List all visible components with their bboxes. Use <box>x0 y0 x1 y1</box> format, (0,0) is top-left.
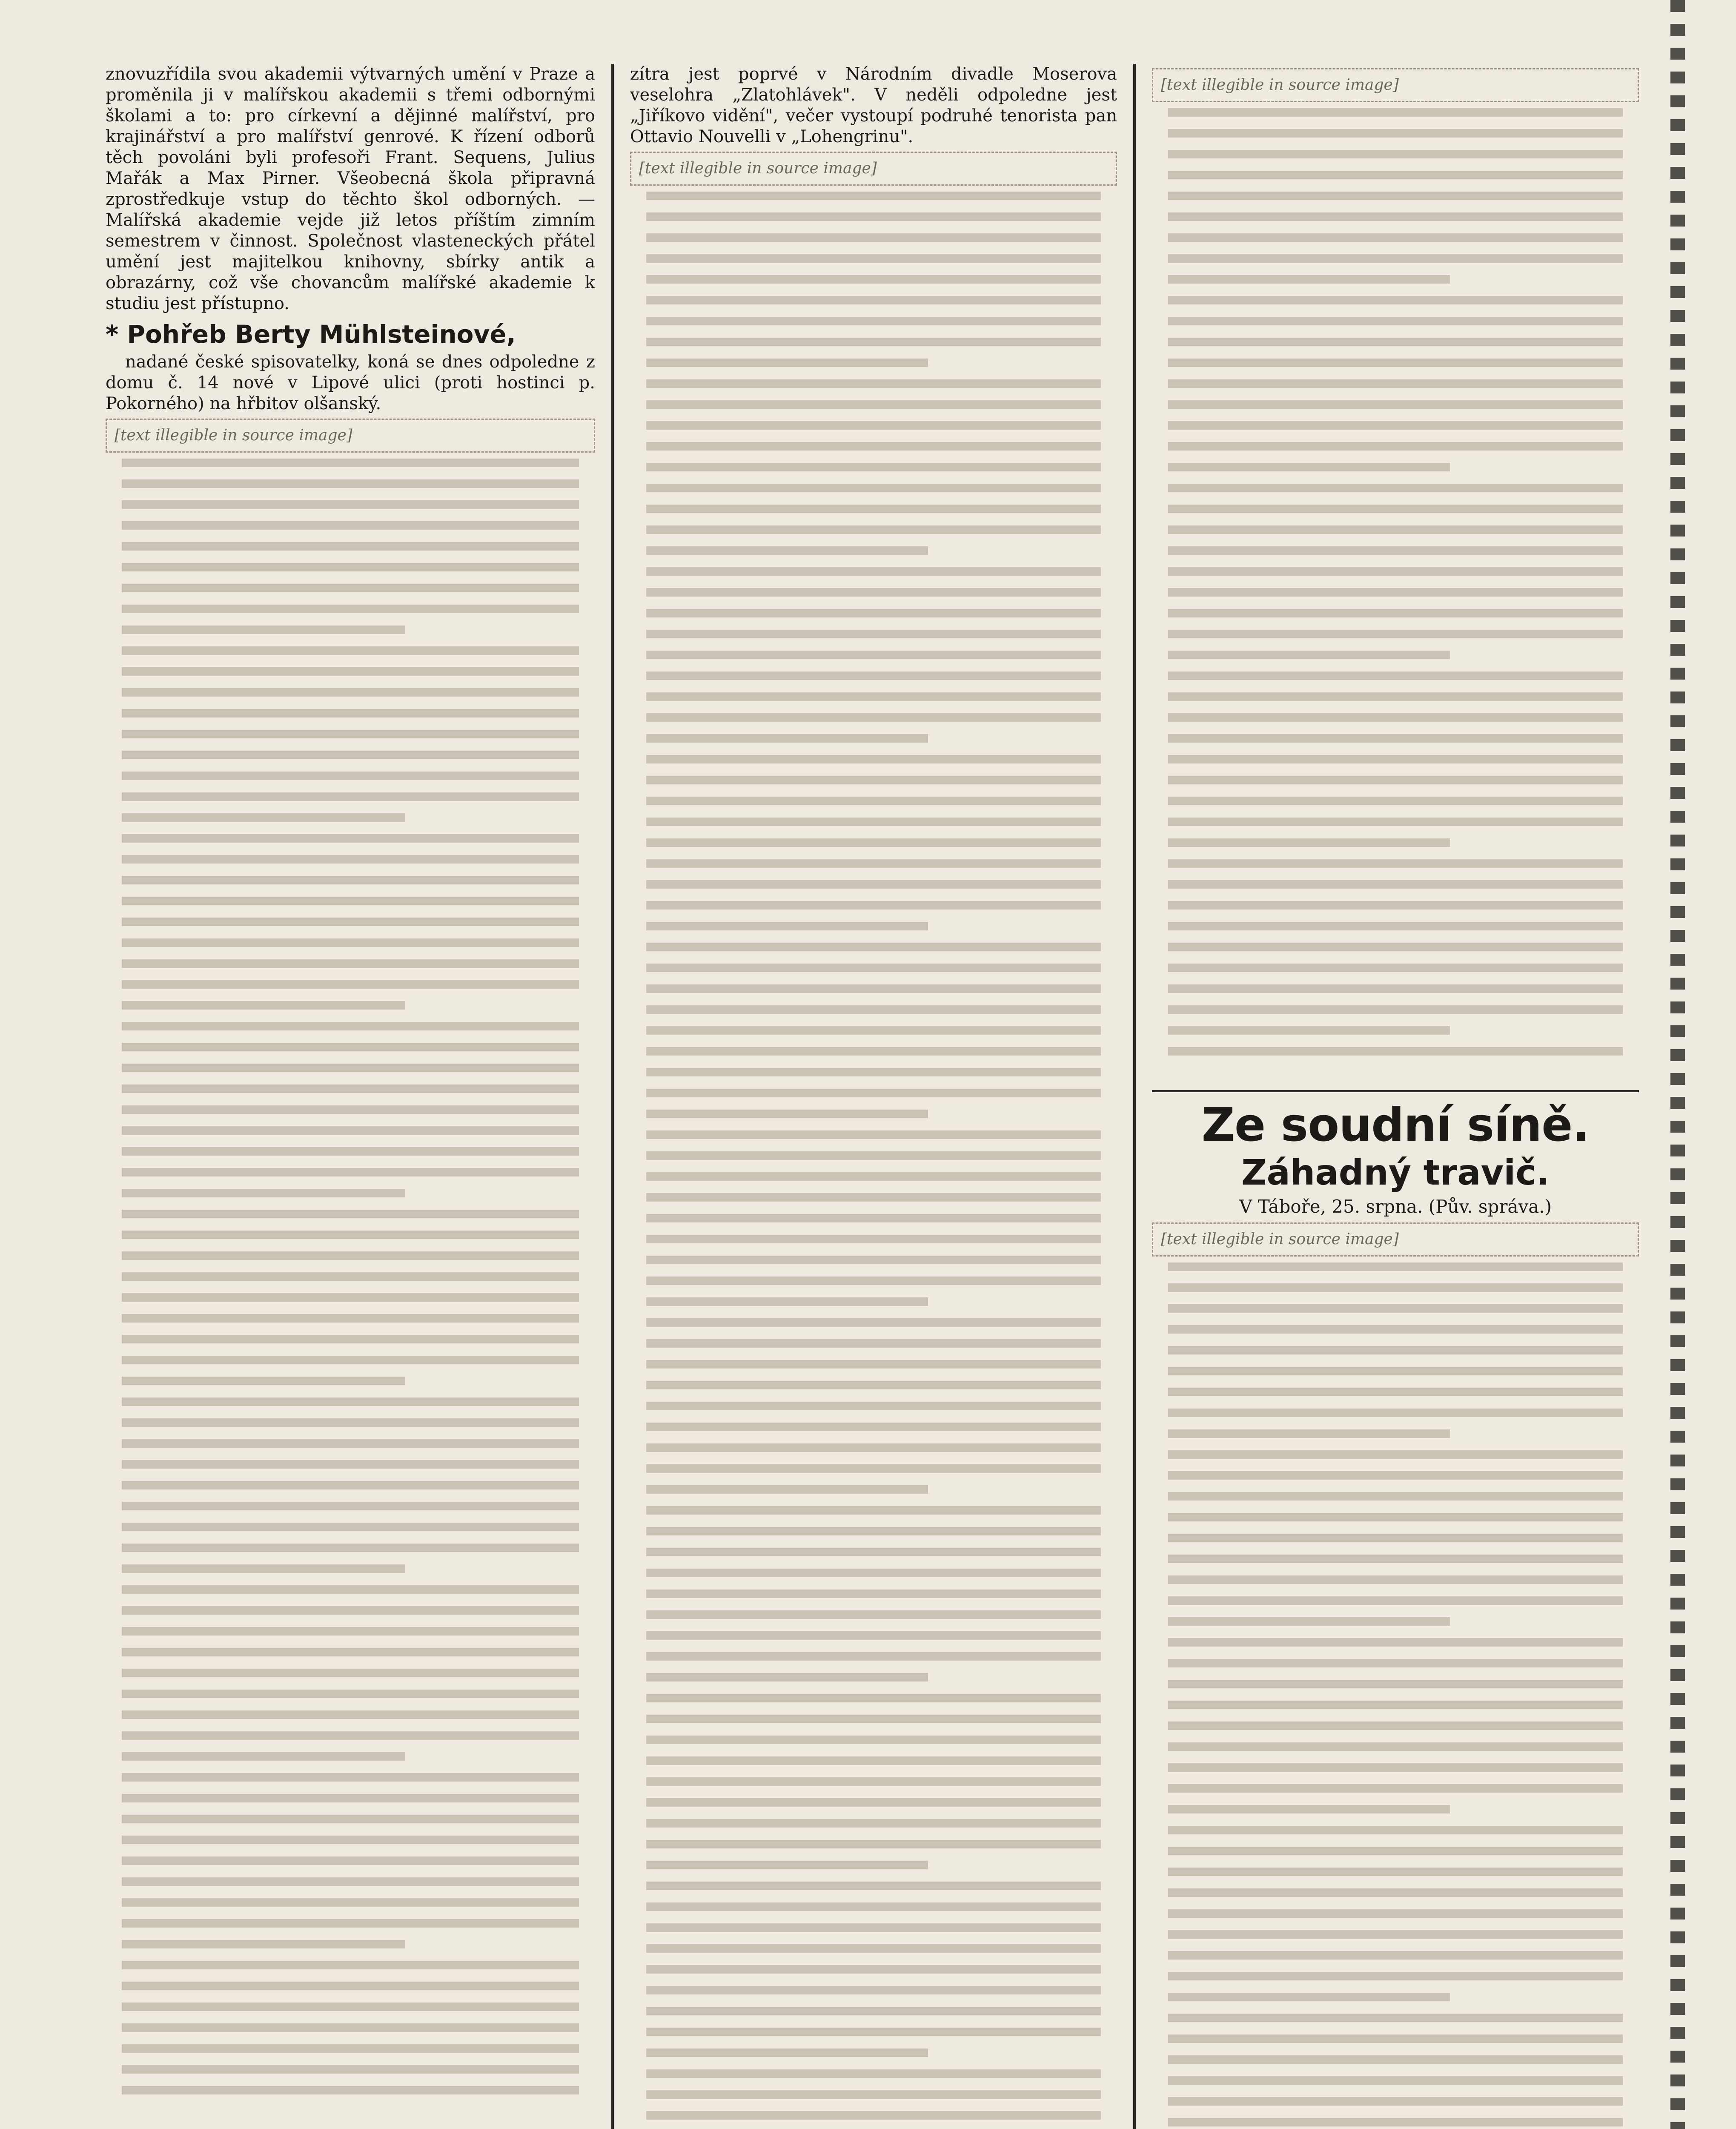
placeholder-text-line <box>1168 1450 1623 1459</box>
placeholder-text-line <box>1168 567 1623 576</box>
placeholder-text-line <box>1168 1026 1450 1035</box>
placeholder-text-line <box>122 1606 579 1615</box>
placeholder-text-line <box>122 1961 579 1969</box>
placeholder-text-line <box>646 880 1101 889</box>
placeholder-text-line <box>646 922 928 930</box>
placeholder-text-line <box>122 1564 405 1573</box>
placeholder-text-line <box>1168 171 1623 179</box>
placeholder-text-line <box>122 1627 579 1635</box>
placeholder-text-line <box>1168 2118 1623 2126</box>
placeholder-text-line <box>1168 400 1623 409</box>
unreadable-lines <box>1168 1262 1623 2129</box>
placeholder-text-line <box>646 1736 1101 1744</box>
placeholder-text-line <box>1168 692 1623 701</box>
placeholder-text-line <box>646 1527 1101 1535</box>
placeholder-text-line <box>646 943 1101 951</box>
placeholder-text-line <box>122 959 579 968</box>
placeholder-text-line <box>1168 1701 1623 1709</box>
placeholder-text-line <box>1168 1047 1623 1056</box>
column-3 <box>1133 64 1655 2129</box>
placeholder-text-line <box>122 2003 579 2011</box>
placeholder-text-line <box>1168 734 1623 743</box>
placeholder-text-line <box>122 1690 579 1698</box>
placeholder-text-line <box>122 521 579 530</box>
placeholder-text-line <box>646 1381 1101 1389</box>
placeholder-text-line <box>646 1193 1101 1202</box>
placeholder-text-line <box>1168 1262 1623 1271</box>
column-1 <box>89 64 611 2129</box>
placeholder-text-line <box>646 296 1101 304</box>
placeholder-text-line <box>646 1256 1101 1264</box>
placeholder-text-line <box>1168 1909 1623 1918</box>
placeholder-text-line <box>1168 755 1623 763</box>
text-lines-block <box>106 459 595 2119</box>
placeholder-text-line <box>1168 713 1623 722</box>
placeholder-text-line <box>1168 1367 1623 1375</box>
placeholder-text-line <box>122 1710 579 1719</box>
placeholder-text-line <box>1168 651 1450 659</box>
placeholder-text-line <box>1168 379 1623 388</box>
placeholder-text-line <box>646 1652 1101 1661</box>
placeholder-text-line <box>1168 463 1450 471</box>
placeholder-text-line <box>646 1631 1101 1640</box>
placeholder-text-line <box>122 730 579 738</box>
placeholder-text-line <box>1168 984 1623 993</box>
placeholder-text-line <box>1168 1680 1623 1688</box>
placeholder-text-line <box>1168 254 1623 263</box>
placeholder-text-line <box>646 1172 1101 1181</box>
placeholder-text-line <box>1168 296 1623 304</box>
placeholder-text-line <box>122 709 579 717</box>
placeholder-text-line <box>646 1402 1101 1410</box>
placeholder-text-line <box>646 212 1101 221</box>
placeholder-text-line <box>122 1731 579 1740</box>
unreadable-lines <box>1168 108 1623 1079</box>
placeholder-text-line <box>122 1460 579 1469</box>
placeholder-text-line <box>646 964 1101 972</box>
placeholder-text-line <box>122 792 579 801</box>
placeholder-text-line <box>122 772 579 780</box>
placeholder-text-line <box>646 1005 1101 1014</box>
placeholder-text-line <box>646 1151 1101 1160</box>
placeholder-text-line <box>1168 901 1623 910</box>
placeholder-text-line <box>122 1272 579 1281</box>
placeholder-text-line <box>122 1418 579 1427</box>
placeholder-text-line <box>646 1590 1101 1598</box>
placeholder-text-line <box>122 1210 579 1218</box>
placeholder-text-line <box>646 1506 1101 1515</box>
placeholder-text-line <box>646 1423 1101 1431</box>
placeholder-text-line <box>646 2049 928 2057</box>
placeholder-text-line <box>122 1815 579 1823</box>
placeholder-text-line <box>646 1485 928 1494</box>
placeholder-text-line <box>1168 546 1623 555</box>
placeholder-text-line <box>646 1235 1101 1243</box>
placeholder-text-line <box>122 2044 579 2053</box>
placeholder-text-line <box>122 1147 579 1156</box>
placeholder-text-line <box>646 2111 1101 2120</box>
placeholder-text-line <box>646 755 1101 763</box>
placeholder-text-line <box>122 1752 405 1761</box>
placeholder-text-line <box>1168 129 1623 138</box>
placeholder-text-line <box>1168 2034 1623 2043</box>
placeholder-text-line <box>646 1756 1101 1765</box>
placeholder-text-line <box>122 1168 579 1176</box>
theatre-paragraph: zítra jest poprvé v Národním divadle Moserova veselohra „Zlatohlávek". V neděli odpoledne jest „Jiříkovo vidění", večer vystoupí podruhé tenorista pan Ottavio Nouvelli v „Lohengrinu". <box>630 64 1117 146</box>
placeholder-text-line <box>1168 2055 1623 2064</box>
placeholder-text-line <box>1168 505 1623 513</box>
placeholder-text-line <box>122 1523 579 1531</box>
placeholder-text-line <box>1168 818 1623 826</box>
placeholder-text-line <box>646 1068 1101 1076</box>
placeholder-text-line <box>122 1794 579 1802</box>
section-divider <box>1152 1090 1639 1092</box>
placeholder-text-line <box>122 1669 579 1677</box>
placeholder-text-line <box>1168 338 1623 346</box>
placeholder-text-line <box>122 938 579 947</box>
placeholder-text-line <box>1168 1784 1623 1793</box>
article-dateline: V Táboře, 25. srpna. (Pův. správa.) <box>1239 1196 1552 1217</box>
placeholder-text-line <box>646 379 1101 388</box>
section-title: Ze soudní síně. <box>1201 1099 1590 1152</box>
placeholder-text-line <box>646 2028 1101 2036</box>
placeholder-text-line <box>1168 880 1623 889</box>
placeholder-text-line <box>646 1986 1101 1994</box>
placeholder-text-line <box>646 1923 1101 1932</box>
placeholder-text-line <box>122 1022 579 1030</box>
placeholder-text-line <box>122 605 579 613</box>
placeholder-text-line <box>1168 1325 1623 1334</box>
placeholder-text-line <box>122 500 579 509</box>
placeholder-text-line <box>1168 1763 1623 1772</box>
placeholder-text-line <box>1168 1005 1623 1014</box>
placeholder-text-line <box>646 1944 1101 1953</box>
placeholder-text-line <box>122 1773 579 1782</box>
placeholder-text-line <box>646 1819 1101 1828</box>
placeholder-text-line <box>1168 797 1623 805</box>
placeholder-text-line <box>646 1610 1101 1619</box>
placeholder-text-line <box>646 192 1101 200</box>
placeholder-text-line <box>1168 1888 1623 1897</box>
text-lines-block <box>630 192 1117 2129</box>
placeholder-text-line <box>1168 2014 1623 2022</box>
placeholder-text-line <box>1168 776 1623 784</box>
placeholder-text-line <box>646 1464 1101 1473</box>
placeholder-text-line <box>646 818 1101 826</box>
placeholder-text-line <box>646 1089 1101 1097</box>
placeholder-text-line <box>122 688 579 697</box>
placeholder-text-line <box>1168 859 1623 868</box>
placeholder-text-line <box>646 233 1101 242</box>
placeholder-text-line <box>122 2065 579 2074</box>
placeholder-text-line <box>646 1360 1101 1369</box>
placeholder-text-line <box>646 442 1101 450</box>
placeholder-text-line <box>122 1335 579 1343</box>
placeholder-text-line <box>1168 1805 1450 1813</box>
placeholder-text-line <box>122 1481 579 1489</box>
placeholder-text-line <box>646 1277 1101 1285</box>
placeholder-text-line <box>1168 1993 1450 2001</box>
placeholder-text-line <box>646 1047 1101 1056</box>
placeholder-text-line <box>646 901 1101 910</box>
placeholder-text-line <box>646 317 1101 325</box>
illegible-notice: [text illegible in source image] <box>1152 1222 1639 1257</box>
placeholder-text-line <box>646 1339 1101 1348</box>
placeholder-text-line <box>646 1443 1101 1452</box>
placeholder-text-line <box>122 1043 579 1051</box>
placeholder-text-line <box>646 1214 1101 1222</box>
placeholder-text-line <box>122 1377 405 1385</box>
placeholder-text-line <box>122 855 579 864</box>
placeholder-text-line <box>646 275 1101 284</box>
placeholder-text-line <box>122 1836 579 1844</box>
placeholder-text-line <box>122 834 579 843</box>
unreadable-lines <box>122 459 579 2119</box>
placeholder-text-line <box>1168 1429 1450 1438</box>
placeholder-text-line <box>1168 108 1623 117</box>
placeholder-text-line <box>1168 1555 1623 1563</box>
placeholder-text-line <box>646 1694 1101 1702</box>
placeholder-text-line <box>122 1314 579 1323</box>
placeholder-text-line <box>646 1882 1101 1890</box>
placeholder-text-line <box>646 776 1101 784</box>
placeholder-text-line <box>122 2086 579 2095</box>
placeholder-text-line <box>646 1840 1101 1848</box>
placeholder-text-line <box>646 338 1101 346</box>
illegible-notice: [text illegible in source image] <box>1152 68 1639 102</box>
placeholder-text-line <box>646 1026 1101 1035</box>
academy-paragraph: znovuzřídila svou akademii výtvarných umění v Praze a proměnila ji v malířskou akademii s třemi odbornými školami a to: pro církevní a dějinné malířství, pro krajinářství a pro malířství genrové. K řízení odborů těch povoláni byli profesoři Frant. Sequens, Julius Mařák a Max Pirner. Všeobecná škola připravná zprostředkuje vstup do těchto škol odborných. — Malířská akademie vejde již letos příštím zimním semestrem v činnost. Společnost vlasteneckých přátel umění jest majitelkou knihovny, sbírky antik a obrazárny, což vše chovancům malířské akademie k studiu jest přístupno. <box>106 64 595 313</box>
placeholder-text-line <box>122 459 579 467</box>
placeholder-text-line <box>646 400 1101 409</box>
placeholder-text-line <box>1168 1617 1450 1626</box>
placeholder-text-line <box>1168 317 1623 325</box>
placeholder-text-line <box>646 1673 928 1681</box>
placeholder-text-line <box>646 692 1101 701</box>
placeholder-text-line <box>1168 1722 1623 1730</box>
placeholder-text-line <box>646 1130 1101 1139</box>
placeholder-text-line <box>1168 922 1623 930</box>
placeholder-text-line <box>646 1548 1101 1556</box>
placeholder-text-line <box>646 734 928 743</box>
placeholder-text-line <box>646 1777 1101 1786</box>
funeral-paragraph: nadané české spisovatelky, koná se dnes odpoledne z domu č. 14 nové v Lipové ulici (proti hostinci p. Pokorného) na hřbitov olšanský. <box>106 352 595 413</box>
placeholder-text-line <box>1168 1304 1623 1313</box>
placeholder-text-line <box>646 713 1101 722</box>
placeholder-text-line <box>1168 1742 1623 1751</box>
placeholder-text-line <box>646 421 1101 430</box>
placeholder-text-line <box>1168 671 1623 680</box>
placeholder-text-line <box>646 838 1101 847</box>
illegible-notice: [text illegible in source image] <box>630 152 1117 186</box>
placeholder-text-line <box>1168 484 1623 492</box>
placeholder-text-line <box>1168 359 1623 367</box>
placeholder-text-line <box>1168 1534 1623 1542</box>
placeholder-text-line <box>646 1110 928 1118</box>
placeholder-text-line <box>646 797 1101 805</box>
placeholder-text-line <box>646 1861 928 1869</box>
placeholder-text-line <box>1168 943 1623 951</box>
placeholder-text-line <box>122 2023 579 2032</box>
placeholder-text-line <box>1168 1951 1623 1960</box>
placeholder-text-line <box>122 646 579 655</box>
text-lines-block <box>1152 108 1639 1079</box>
placeholder-text-line <box>122 1105 579 1114</box>
placeholder-text-line <box>122 980 579 989</box>
placeholder-text-line <box>1168 1471 1623 1480</box>
placeholder-text-line <box>1168 1346 1623 1354</box>
placeholder-text-line <box>646 1318 1101 1327</box>
placeholder-text-line <box>1168 1283 1623 1292</box>
placeholder-text-line <box>646 1902 1101 1911</box>
placeholder-text-line <box>1168 2097 1623 2106</box>
placeholder-text-line <box>122 813 405 822</box>
placeholder-text-line <box>646 505 1101 513</box>
placeholder-text-line <box>122 897 579 905</box>
placeholder-text-line <box>646 525 1101 534</box>
article-headline: Záhadný travič. <box>1241 1153 1550 1193</box>
placeholder-text-line <box>1168 1659 1623 1667</box>
placeholder-text-line <box>1168 1388 1623 1396</box>
placeholder-text-line <box>1168 442 1623 450</box>
placeholder-text-line <box>122 479 579 488</box>
placeholder-text-line <box>122 1982 579 1990</box>
placeholder-text-line <box>1168 1826 1623 1834</box>
placeholder-text-line <box>646 859 1101 868</box>
placeholder-text-line <box>122 1502 579 1510</box>
placeholder-text-line <box>122 542 579 551</box>
placeholder-text-line <box>646 588 1101 597</box>
placeholder-text-line <box>1168 1575 1623 1584</box>
placeholder-text-line <box>122 626 405 634</box>
placeholder-text-line <box>1168 1972 1623 1980</box>
placeholder-text-line <box>646 359 928 367</box>
placeholder-text-line <box>122 751 579 759</box>
placeholder-text-line <box>122 1544 579 1552</box>
placeholder-text-line <box>646 651 1101 659</box>
placeholder-text-line <box>1168 1596 1623 1605</box>
placeholder-text-line <box>1168 525 1623 534</box>
placeholder-text-line <box>646 254 1101 263</box>
placeholder-text-line <box>646 671 1101 680</box>
placeholder-text-line <box>122 1877 579 1886</box>
placeholder-text-line <box>122 1231 579 1239</box>
placeholder-text-line <box>1168 421 1623 430</box>
placeholder-text-line <box>646 984 1101 993</box>
placeholder-text-line <box>1168 609 1623 617</box>
placeholder-text-line <box>122 1585 579 1594</box>
placeholder-text-line <box>1168 192 1623 200</box>
scan-edge-marks <box>1670 0 1685 2129</box>
placeholder-text-line <box>1168 838 1450 847</box>
placeholder-text-line <box>1168 1492 1623 1501</box>
placeholder-text-line <box>1168 2076 1623 2085</box>
placeholder-text-line <box>122 1085 579 1093</box>
placeholder-text-line <box>122 1064 579 1072</box>
placeholder-text-line <box>1168 1638 1623 1647</box>
placeholder-text-line <box>1168 275 1450 284</box>
placeholder-text-line <box>122 876 579 884</box>
column-2 <box>611 64 1133 2129</box>
placeholder-text-line <box>646 567 1101 576</box>
placeholder-text-line <box>646 546 928 555</box>
text-columns <box>89 64 1655 2129</box>
funeral-headline: * Pohřeb Berty Mühlsteinové, <box>106 320 516 349</box>
placeholder-text-line <box>122 1251 579 1260</box>
placeholder-text-line <box>122 1189 405 1197</box>
placeholder-text-line <box>1168 212 1623 221</box>
placeholder-text-line <box>1168 1513 1623 1521</box>
placeholder-text-line <box>646 463 1101 471</box>
placeholder-text-line <box>646 2090 1101 2099</box>
placeholder-text-line <box>646 1798 1101 1807</box>
unreadable-lines <box>646 192 1101 2129</box>
placeholder-text-line <box>122 563 579 571</box>
placeholder-text-line <box>646 1965 1101 1974</box>
placeholder-text-line <box>646 1297 928 1306</box>
placeholder-text-line <box>646 484 1101 492</box>
placeholder-text-line <box>122 667 579 676</box>
placeholder-text-line <box>1168 1930 1623 1939</box>
placeholder-text-line <box>122 1126 579 1135</box>
placeholder-text-line <box>646 1715 1101 1723</box>
placeholder-text-line <box>1168 1868 1623 1876</box>
placeholder-text-line <box>122 1940 405 1948</box>
placeholder-text-line <box>122 584 579 592</box>
placeholder-text-line <box>122 1856 579 1865</box>
placeholder-text-line <box>1168 1847 1623 1855</box>
placeholder-text-line <box>646 1569 1101 1577</box>
placeholder-text-line <box>1168 964 1623 972</box>
placeholder-text-line <box>1168 588 1623 597</box>
placeholder-text-line <box>1168 233 1623 242</box>
placeholder-text-line <box>122 1898 579 1907</box>
placeholder-text-line <box>122 1356 579 1364</box>
placeholder-text-line <box>646 2007 1101 2015</box>
placeholder-text-line <box>122 918 579 926</box>
placeholder-text-line <box>1168 1409 1623 1417</box>
placeholder-text-line <box>122 1397 579 1406</box>
placeholder-text-line <box>646 630 1101 638</box>
placeholder-text-line <box>646 2069 1101 2078</box>
placeholder-text-line <box>1168 150 1623 158</box>
illegible-notice: [text illegible in source image] <box>106 419 595 453</box>
placeholder-text-line <box>122 1648 579 1656</box>
placeholder-text-line <box>122 1919 579 1928</box>
text-lines-block <box>1152 1262 1639 2129</box>
placeholder-text-line <box>1168 630 1623 638</box>
placeholder-text-line <box>646 609 1101 617</box>
placeholder-text-line <box>122 1293 579 1302</box>
placeholder-text-line <box>122 1439 579 1448</box>
placeholder-text-line <box>122 1001 405 1010</box>
